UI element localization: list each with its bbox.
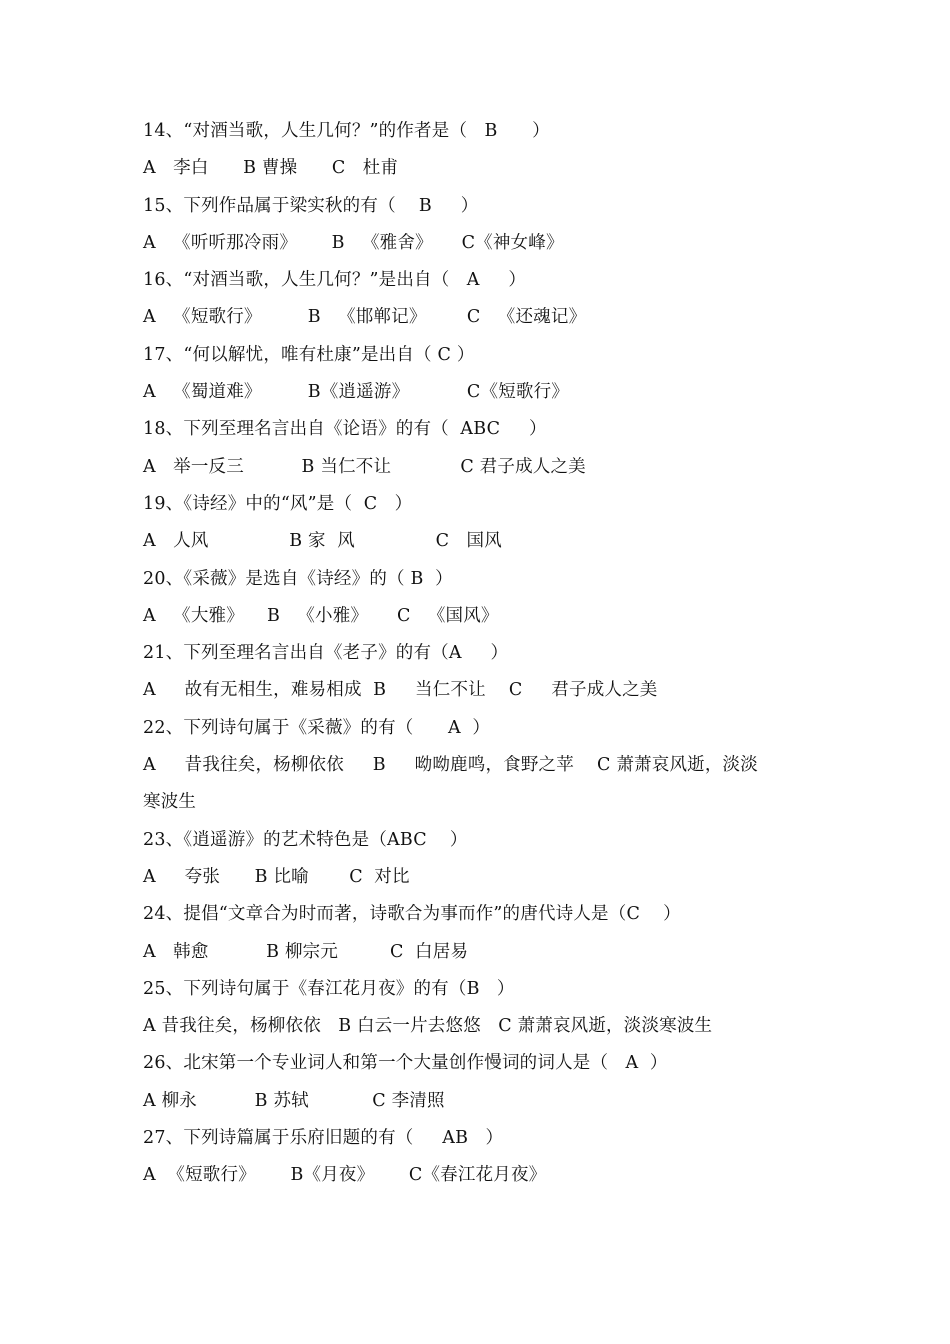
question-15: 15、下列作品属于梁实秋的有（ B ）	[143, 195, 479, 216]
options-17: A 《蜀道难》 B《逍遥游》 C《短歌行》	[143, 382, 570, 403]
question-23: 23、《逍遥游》的艺术特色是（ABC ）	[143, 829, 468, 850]
options-16: A 《短歌行》 B 《邯郸记》 C 《还魂记》	[143, 307, 587, 328]
options-24: A 韩愈 B 柳宗元 C 白居易	[143, 941, 469, 962]
options-21: A 故有无相生，难易相成 B 当仁不让 C 君子成人之美	[143, 680, 658, 701]
question-19: 19、《诗经》中的“风”是（ C ）	[143, 493, 413, 514]
options-25: A 昔我往矣，杨柳依依 B 白云一片去悠悠 C 萧萧哀风逝，淡淡寒波生	[143, 1016, 713, 1037]
options-27: A 《短歌行》 B《月夜》 C《春江花月夜》	[143, 1165, 547, 1186]
question-20: 20、《采薇》是选自《诗经》的（ B ）	[143, 568, 453, 589]
options-22: A 昔我往矣，杨柳依依 B 呦呦鹿鸣，食野之苹 C 萧萧哀风逝，淡淡	[143, 755, 758, 776]
question-16: 16、“对酒当歌，人生几何？”是出自（ A ）	[143, 270, 527, 291]
options-23: A 夸张 B 比喻 C 对比	[143, 866, 410, 887]
question-22: 22、下列诗句属于《采薇》的有（ A ）	[143, 717, 491, 738]
question-24: 24、提倡“文章合为时而著，诗歌合为事而作”的唐代诗人是（C ）	[143, 904, 681, 925]
question-17: 17、“何以解忧，唯有杜康”是出自（ C ）	[143, 344, 475, 365]
options-19: A 人风 B 家 风 C 国风	[143, 531, 502, 552]
question-list	[143, 113, 823, 1195]
question-21: 21、下列至理名言出自《老子》的有（A ）	[143, 643, 509, 664]
question-14: 14、“对酒当歌，人生几何？”的作者是（ B ）	[143, 121, 550, 141]
options-20: A 《大雅》 B 《小雅》 C 《国风》	[143, 605, 499, 626]
options-26: A 柳永 B 苏轼 C 李清照	[143, 1090, 445, 1111]
options-22-continued: 寒波生	[143, 792, 197, 813]
options-18: A 举一反三 B 当仁不让 C 君子成人之美	[143, 456, 586, 477]
question-26: 26、北宋第一个专业词人和第一个大量创作慢词的词人是（ A ）	[143, 1053, 668, 1074]
question-18: 18、下列至理名言出自《论语》的有（ ABC ）	[143, 419, 547, 440]
options-15: A 《听听那冷雨》 B 《雅舍》 C《神女峰》	[143, 232, 564, 253]
question-25: 25、下列诗句属于《春江花月夜》的有（B ）	[143, 978, 515, 999]
options-14: A 李白 B 曹操 C 杜甫	[143, 158, 399, 179]
question-27: 27、下列诗篇属于乐府旧题的有（ AB ）	[143, 1128, 504, 1149]
